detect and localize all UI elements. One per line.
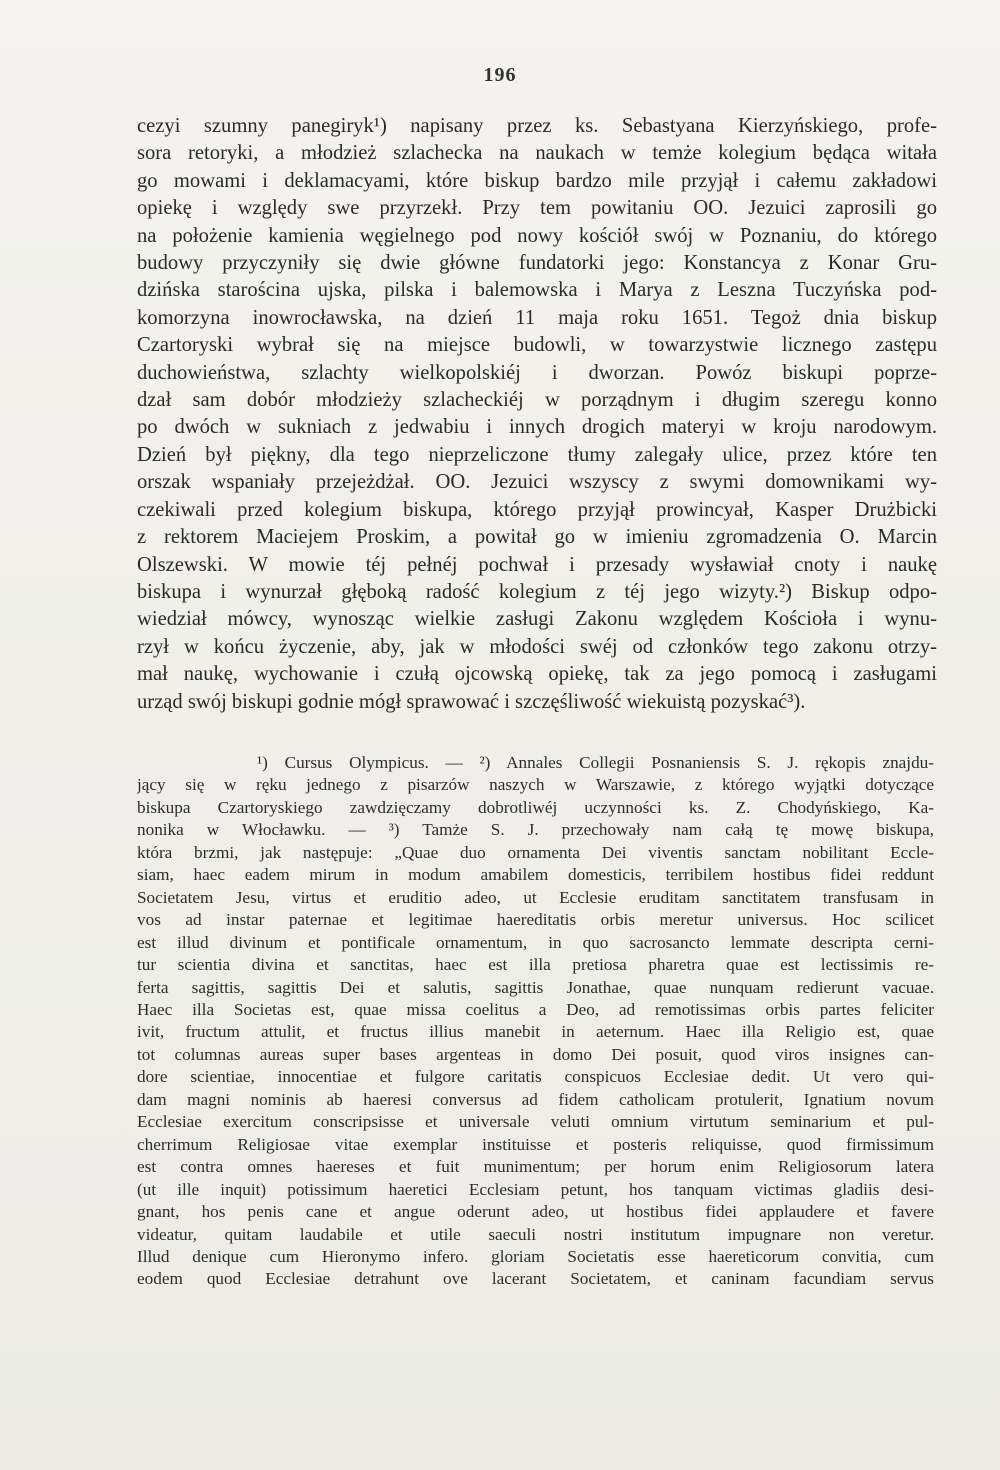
text-line: po dwóch w sukniach z jedwabiu i innych drogich materyi w kroju narodowym. bbox=[137, 416, 937, 439]
footnote-line: vos ad instar paternae et legitimae haereditatis orbis meretur universus. Hoc scilicet bbox=[137, 910, 934, 930]
text-line: Olszewski. W mowie téj pełnéj pochwał i przesady wysławiał cnoty i naukę bbox=[137, 553, 937, 576]
text-line: dzińska starościna ujska, pilska i balemowska i Marya z Leszna Tuczyńska pod- bbox=[137, 279, 937, 302]
footnote-line: est illud divinum et pontificale ornamentum, in quo sacrosancto lemmate descripta cerni- bbox=[137, 932, 934, 952]
footnote-line: eodem quod Ecclesiae detrahunt ove lacerant Societatem, et caninam facundiam servus bbox=[137, 1269, 934, 1289]
text-line: sora retoryki, a młodzież szlachecka na naukach w temże kolegium będąca witała bbox=[137, 142, 937, 165]
footnote-line: Illud denique cum Hieronymo infero. gloriam Societatis esse haereticorum convitia, cum bbox=[137, 1246, 934, 1266]
footnote-line: cherrimum Religiosae vitae exemplar instituisse et posteris reliquisse, quod firmissimum bbox=[137, 1134, 934, 1154]
text-line: z rektorem Maciejem Proskim, a powitał go w imieniu zgromadzenia O. Marcin bbox=[137, 526, 937, 549]
text-line: dzał sam dobór młodzieży szlacheckiéj w porządnym i długim szeregu konno bbox=[137, 389, 937, 412]
footnote-line: dore scientiae, innocentiae et fulgore caritatis conspicuos Ecclesiae dedit. Ut vero qui- bbox=[137, 1067, 934, 1087]
footnote-line: ferta sagittis, sagittis Dei et salutis, sagittis Jonathae, quae nunquam redierunt vacuae. bbox=[137, 977, 934, 997]
text-line: budowy przyczyniły się dwie główne fundatorki jego: Konstancya z Konar Gru- bbox=[137, 252, 937, 275]
footnote-line: Ecclesiae exercitum conscripsisse et universale veluti omnium virtutum seminarium et pul- bbox=[137, 1112, 934, 1132]
footnote-line: nonika w Włocławku. — ³) Tamże S. J. przechowały nam całą tę mowę biskupa, bbox=[137, 820, 934, 840]
footnote-line: tur scientia divina et sanctitas, haec est illa pretiosa pharetra quae est lectissimis re- bbox=[137, 955, 934, 975]
page-number: 196 bbox=[483, 64, 517, 86]
text-line: urząd swój biskupi godnie mógł sprawować i szczęśliwość wiekuistą pozyskać³). bbox=[137, 690, 806, 713]
text-line: na położenie kamienia węgielnego pod nowy kościół swój w Poznaniu, do którego bbox=[137, 224, 937, 247]
footnote-line: jący się w ręku jednego z pisarzów naszych w Warszawie, z którego wyjątki dotyczące bbox=[137, 775, 934, 795]
text-line: mał naukę, wychowanie i czułą ojcowską opiekę, tak za jego pomocą i zasługami bbox=[137, 663, 937, 686]
footnote-line: videatur, quitam laudabile et utile saeculi nostri institutum impugnare non veretur. bbox=[137, 1224, 934, 1244]
text-line: opiekę i względy swe przyrzekł. Przy tem powitaniu OO. Jezuici zaprosili go bbox=[137, 197, 937, 220]
footnote-line: gnant, hos penis cane et angue oderunt adeo, ut hostibus fidei applaudere et favere bbox=[137, 1202, 934, 1222]
text-line: biskupa i wynurzał głęboką radość kolegium z téj jego wizyty.²) Biskup odpo- bbox=[137, 580, 937, 603]
footnote-line: (ut ille inquit) potissimum haeretici Ecclesiam petunt, hos tanquam victimas gladiis desi- bbox=[137, 1179, 934, 1199]
text-line: wiedział mówcy, wynosząc wielkie zasługi Zakonu względem Kościoła i wynu- bbox=[137, 608, 937, 631]
footnote-line: Haec illa Societas est, quae missa coelitus a Deo, ad remotissimas orbis partes feliciter bbox=[137, 999, 934, 1019]
text-line: Czartoryski wybrał się na miejsce budowli, w towarzystwie licznego zastępu bbox=[137, 334, 937, 357]
footnote-line: Societatem Jesu, virtus et eruditio adeo, ut Ecclesie eruditam sanctitatem transfusam in bbox=[137, 887, 934, 907]
text-line: rzył w końcu życzenie, aby, jak w młodości swéj od członków tego zakonu otrzy- bbox=[137, 635, 937, 658]
footnote-line: tot columnas aureas super bases argenteas in domo Dei posuit, quod viros insignes can- bbox=[137, 1044, 934, 1064]
footnote-line: ¹) Cursus Olympicus. — ²) Annales Collegii Posnaniensis S. J. rękopis znajdu- bbox=[257, 753, 934, 772]
footnote-line: est contra omnes haereses et fuit munimentum; per horum enim Religiosorum latera bbox=[137, 1157, 934, 1177]
text-line: czekiwali przed kolegium biskupa, którego przyjął prowincyał, Kasper Drużbicki bbox=[137, 498, 937, 521]
footnote-line: ivit, fructum attulit, et fructus illius manebit in aeternum. Haec illa Religio est, quae bbox=[137, 1022, 934, 1042]
text-line: duchowieństwa, szlachty wielkopolskiéj i dworzan. Powóz biskupi poprze- bbox=[137, 361, 937, 384]
footnote-line: siam, haec eadem mirum in modum amabilem domesticis, terribilem hostibus fidei reddunt bbox=[137, 865, 934, 885]
main-text-block bbox=[137, 113, 937, 716]
text-line: orszak wspaniały przejeżdżał. OO. Jezuici wszyscy z swymi domownikami wy- bbox=[137, 471, 937, 494]
text-line: go mowami i deklamacyami, które biskup bardzo mile przyjął i całemu zakładowi bbox=[137, 169, 937, 192]
text-line: Dzień był piękny, dla tego nieprzeliczone tłumy zalegały ulice, przez które ten bbox=[137, 443, 937, 466]
footnote-line: biskupa Czartoryskiego zawdzięczamy dobrotliwéj uczynności ks. Z. Chodyńskiego, Ka- bbox=[137, 797, 934, 817]
footnote-line: dam magni nominis ab haeresi conversus ad fidem catholicam protulerit, Ignatium novum bbox=[137, 1089, 934, 1109]
text-line: cezyi szumny panegiryk¹) napisany przez ks. Sebastyana Kierzyńskiego, profe- bbox=[137, 115, 937, 137]
footnote-line: która brzmi, jak następuje: „Quae duo ornamenta Dei viventis sanctam nobilitant Eccle- bbox=[137, 842, 934, 862]
text-line: komorzyna inowrocławska, na dzień 11 maja roku 1651. Tegoż dnia biskup bbox=[137, 306, 937, 329]
footnotes-block bbox=[137, 752, 934, 1291]
